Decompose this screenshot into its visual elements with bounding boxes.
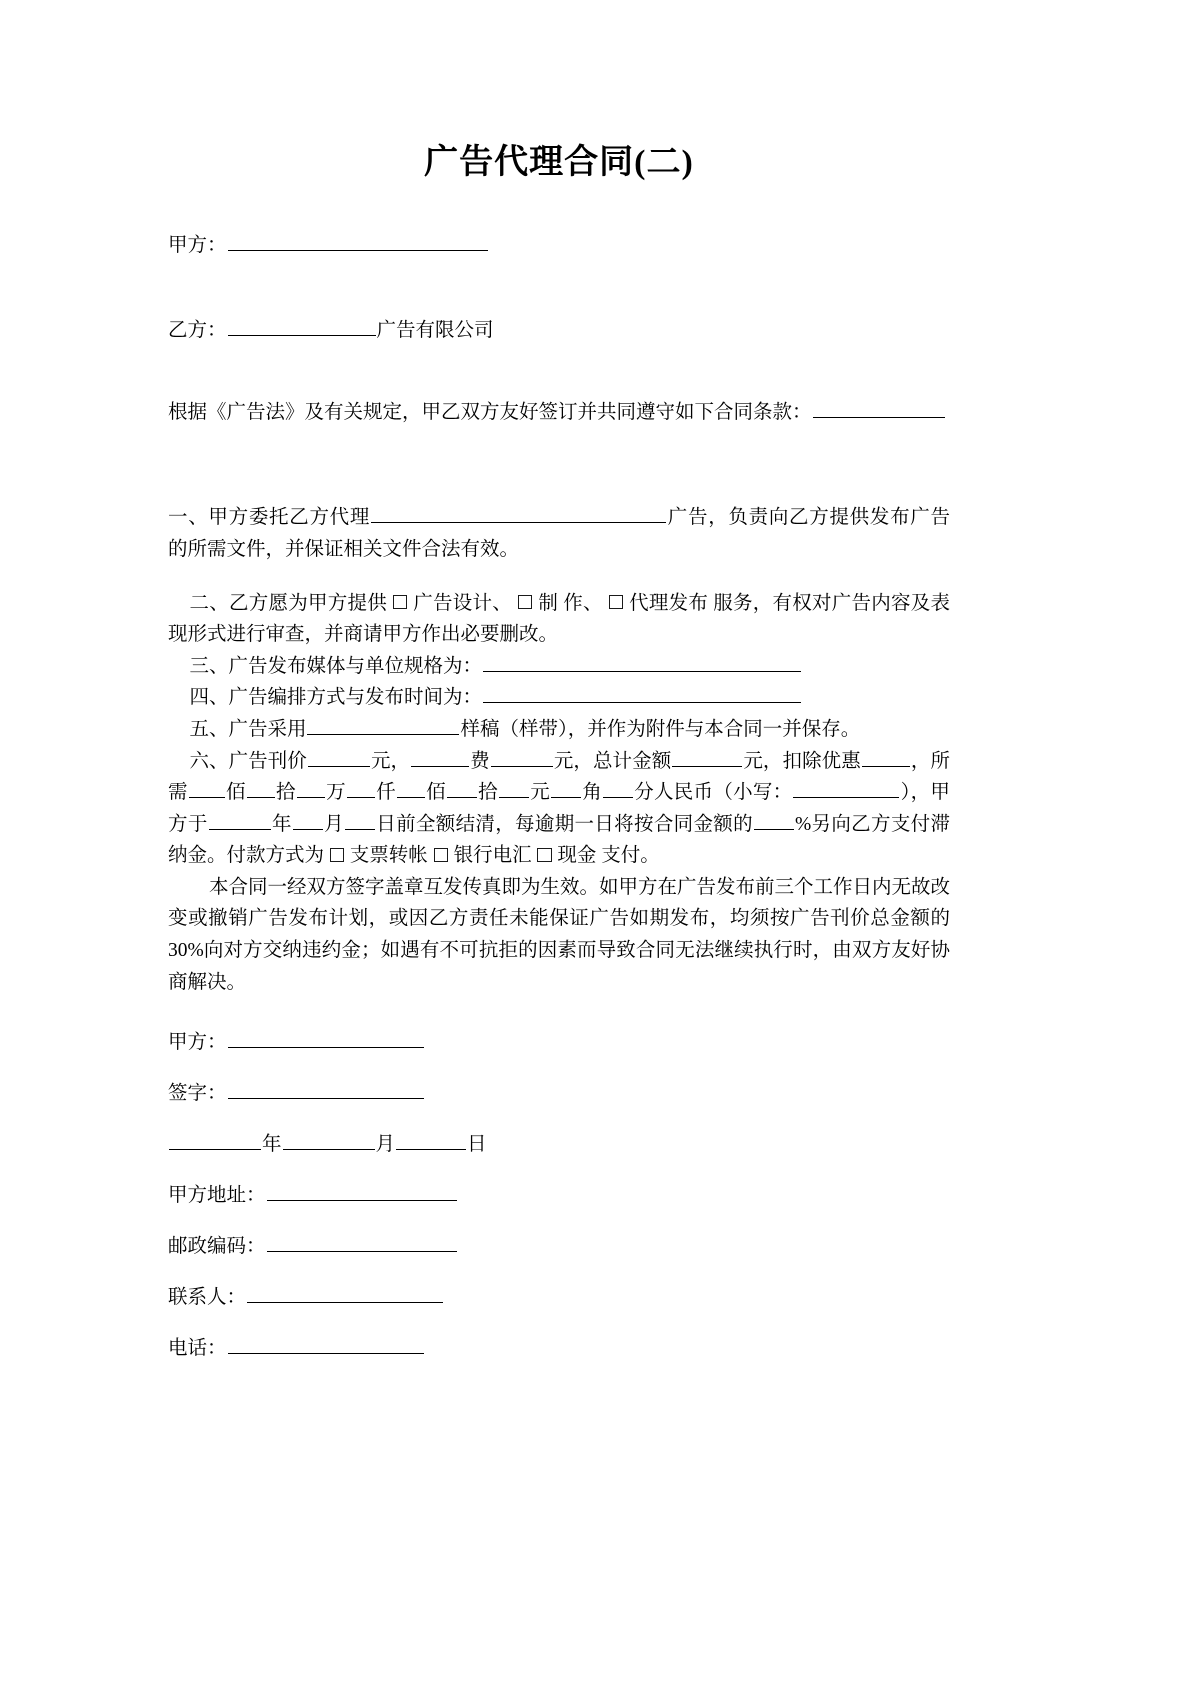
clause-6-shi-2-input[interactable] — [447, 779, 477, 799]
clause-6-pay-3: 现金 — [557, 845, 597, 867]
clause-6-shi-2: 拾 — [477, 782, 498, 804]
signature-block — [168, 1028, 950, 1385]
clause-6-yuan-unit-input[interactable] — [499, 779, 529, 799]
clause-5 — [168, 714, 950, 746]
sig-phone — [168, 1334, 950, 1385]
clause-6-penalty-pct-input[interactable] — [754, 810, 794, 830]
sig-postcode-label: 邮政编码： — [168, 1236, 266, 1258]
preamble — [168, 398, 950, 428]
clause-2-text-b: 服务，有权对广告内容及表现形式进行审查，并商请甲方作出必要删改。 — [168, 592, 951, 646]
page-title: 广告代理合同(二) — [424, 144, 694, 181]
sig-phone-label: 电话： — [168, 1338, 227, 1360]
clause-1 — [168, 502, 950, 565]
final-paragraph — [168, 872, 950, 998]
spacer — [168, 261, 950, 316]
clause-2-option-2: 制 作、 — [538, 592, 603, 614]
checkbox-production[interactable] — [518, 595, 532, 609]
clause-6-yuan-2: 元，总计金额 — [553, 750, 672, 772]
clause-6-bai-1: 佰 — [225, 782, 246, 804]
checkbox-bank-wire[interactable] — [434, 848, 448, 862]
sig-signature-input[interactable] — [228, 1080, 424, 1100]
sig-date-day-label: 日 — [467, 1134, 487, 1156]
party-b-label: 乙方： — [168, 320, 227, 342]
preamble-input[interactable] — [813, 399, 945, 419]
clause-2 — [168, 588, 950, 651]
clause-6-wan-input[interactable] — [297, 779, 325, 799]
clause-6-year: 年 — [271, 813, 292, 835]
sig-signature — [168, 1079, 950, 1130]
clause-6-yuan-4: 元 — [529, 782, 550, 804]
clause-3 — [168, 651, 950, 683]
party-a-field — [168, 231, 950, 261]
clause-2-text-a: 二、乙方愿为甲方提供 — [189, 592, 387, 614]
sig-date-month-input[interactable] — [283, 1131, 375, 1151]
sig-contact-label: 联系人： — [168, 1287, 247, 1309]
clause-3-input[interactable] — [483, 652, 801, 672]
clause-6-month: 月 — [323, 813, 344, 835]
party-b-suffix: 广告有限公司 — [376, 320, 494, 342]
clause-6-text-p3: ），甲方于 — [168, 782, 950, 835]
clause-6-fee-label: 费 — [470, 750, 490, 772]
sig-date — [168, 1130, 950, 1181]
clause-6-fee-name-input[interactable] — [411, 747, 469, 767]
clause-5-input[interactable] — [307, 715, 459, 735]
clause-2-option-1: 广告设计、 — [413, 592, 513, 614]
clause-6-day: 日前全额结清，每逾期一日将按合同金额的 — [375, 813, 753, 835]
sig-contact — [168, 1283, 950, 1334]
clause-6-bai-1-input[interactable] — [189, 779, 225, 799]
clause-6-bai-2-input[interactable] — [397, 779, 425, 799]
clause-1-text-b: 广告，负责向乙方提供发布广告的所需文件，并保证相关文件合法有效。 — [168, 507, 950, 561]
checkbox-agency-release[interactable] — [609, 595, 623, 609]
clause-2-option-3: 代理发布 — [629, 592, 709, 614]
checkbox-check-transfer[interactable] — [330, 848, 344, 862]
clause-3-label: 三、广告发布媒体与单位规格为： — [189, 655, 482, 677]
sig-postcode-input[interactable] — [267, 1233, 457, 1253]
spacer — [168, 428, 950, 502]
spacer — [168, 184, 950, 231]
clause-6-yuan-3: 元，扣除优惠 — [743, 750, 861, 772]
clause-4-input[interactable] — [483, 684, 801, 704]
clause-6-text-p2: ，所需 — [168, 750, 950, 804]
clause-6-pay-end: 支付。 — [601, 845, 660, 867]
clause-5-text-b: 样稿（样带），并作为附件与本合同一并保存。 — [460, 718, 861, 740]
party-b-field — [168, 316, 950, 346]
clause-6-pct: %另向乙方支付滞纳金。付款方式为 — [168, 813, 950, 867]
clause-6-pay-2: 银行电汇 — [453, 845, 532, 867]
sig-date-year-label: 年 — [262, 1134, 282, 1156]
document-body — [168, 0, 950, 1385]
clause-6-month-input[interactable] — [293, 810, 323, 830]
final-paragraph-text: 本合同一经双方签字盖章互发传真即为生效。如甲方在广告发布前三个工作日内无故改变或撤销广告发布计划，或因乙方责任未能保证广告如期发布，均须按广告刊价总金额的30%向对方交纳违约金；如遇有不可抗拒的因素而导致合同无法继续执行时，由双方友好协商解决。 — [168, 876, 950, 993]
clause-6-day-input[interactable] — [345, 810, 375, 830]
clause-6-discount-input[interactable] — [862, 747, 910, 767]
preamble-text: 根据《广告法》及有关规定，甲乙双方友好签订并共同遵守如下合同条款： — [168, 402, 812, 424]
clause-list — [168, 502, 950, 998]
clause-6-year-input[interactable] — [209, 810, 271, 830]
clause-4-label: 四、广告编排方式与发布时间为： — [189, 687, 482, 709]
checkbox-cash[interactable] — [537, 848, 551, 862]
clause-6-shi-1-input[interactable] — [247, 779, 275, 799]
clause-6-jiao-input[interactable] — [551, 779, 581, 799]
clause-5-text-a: 五、广告采用 — [189, 718, 307, 740]
clause-6-bai-2: 佰 — [425, 782, 446, 804]
clause-6-amount-digits-input[interactable] — [793, 779, 899, 799]
sig-signature-label: 签字： — [168, 1083, 227, 1105]
clause-6-fen: 分人民币（小写： — [634, 782, 793, 804]
clause-6-jiao: 角 — [581, 782, 603, 804]
sig-postcode — [168, 1232, 950, 1283]
sig-address-label: 甲方地址： — [168, 1185, 266, 1207]
sig-party-a-input[interactable] — [228, 1029, 424, 1049]
clause-6-pay-1: 支票转帐 — [349, 845, 428, 867]
party-a-input[interactable] — [228, 231, 488, 251]
sig-phone-input[interactable] — [228, 1335, 424, 1355]
party-a-label: 甲方： — [168, 234, 227, 256]
clause-6-qian-input[interactable] — [347, 779, 375, 799]
sig-date-day-input[interactable] — [396, 1131, 466, 1151]
clause-6-fen-input[interactable] — [603, 779, 633, 799]
sig-party-a-label: 甲方： — [168, 1032, 227, 1054]
clause-6-total-input[interactable] — [672, 747, 742, 767]
sig-address-input[interactable] — [267, 1182, 457, 1202]
sig-address — [168, 1181, 950, 1232]
clause-6-wan: 万 — [325, 782, 346, 804]
sig-date-year-input[interactable] — [169, 1131, 261, 1151]
clause-6-yuan-1: 元， — [370, 750, 411, 772]
clause-6-shi-1: 拾 — [275, 782, 296, 804]
spacer — [168, 346, 950, 398]
sig-party-a — [168, 1028, 950, 1079]
checkbox-ad-design[interactable] — [393, 595, 407, 609]
clause-6-fee-input[interactable] — [491, 747, 553, 767]
clause-6 — [168, 746, 950, 872]
party-b-input[interactable] — [228, 317, 376, 337]
sig-contact-input[interactable] — [247, 1284, 443, 1304]
clause-4 — [168, 682, 950, 714]
sig-date-month-label: 月 — [375, 1134, 396, 1156]
clause-1-input[interactable] — [371, 504, 666, 524]
clause-6-rate-input[interactable] — [308, 747, 370, 767]
clause-6-qian: 仟 — [375, 782, 396, 804]
clause-6-label: 六、广告刊价 — [189, 750, 307, 772]
clause-1-text-a: 一、甲方委托乙方代理 — [168, 507, 371, 529]
